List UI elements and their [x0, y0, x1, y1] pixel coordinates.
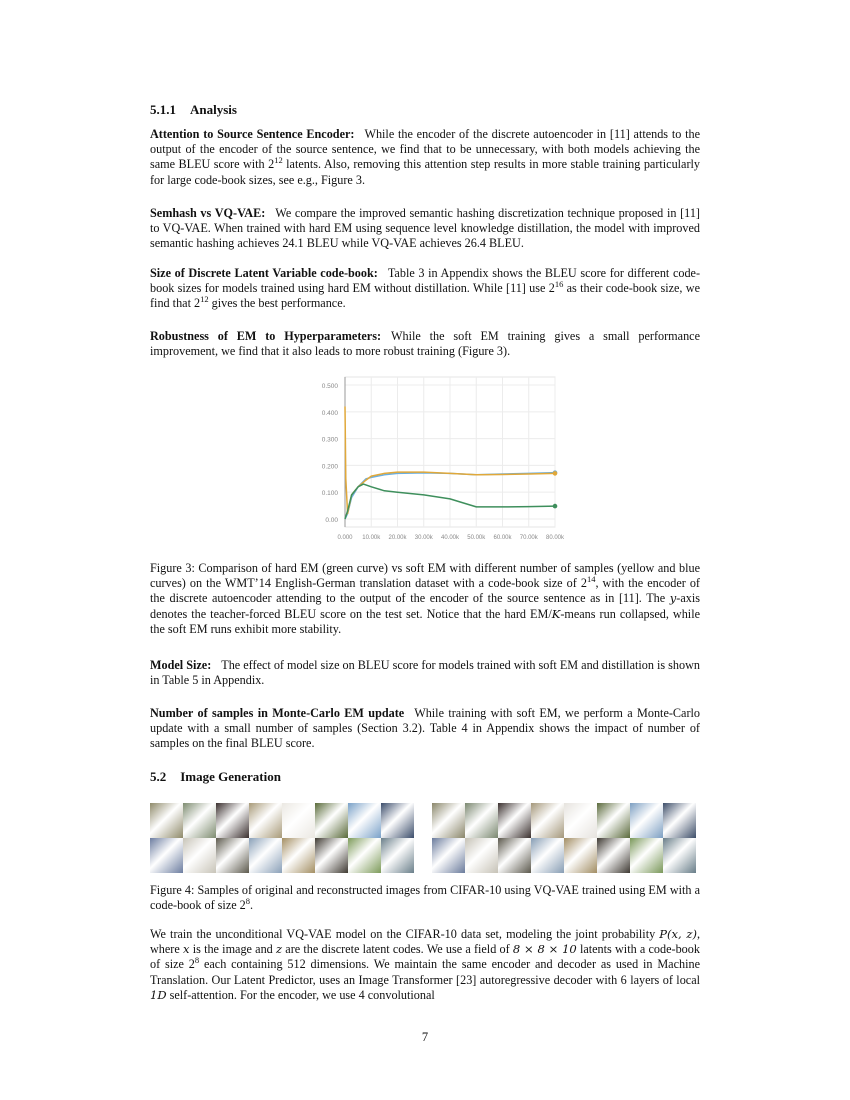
- image-tile: [150, 803, 183, 838]
- image-tile: [249, 838, 282, 873]
- image-tile: [630, 803, 663, 838]
- image-tile: [183, 838, 216, 873]
- image-tile: [498, 838, 531, 873]
- image-tile: [432, 838, 465, 873]
- image-tile: [315, 803, 348, 838]
- y-tick-label: 0.200: [321, 463, 338, 471]
- section-number: 5.2: [150, 769, 167, 784]
- paper-page: [150, 0, 700, 1100]
- x-tick-label: 80.00k: [545, 535, 565, 541]
- paragraph-lead: Attention to Source Sentence Encoder:: [150, 127, 355, 141]
- x-tick-label: 50.00k: [467, 535, 486, 541]
- paragraph-lead: Semhash vs VQ-VAE:: [150, 206, 266, 220]
- image-tile: [531, 838, 564, 873]
- image-tile: [150, 838, 183, 873]
- paragraph-attention: Attention to Source Sentence Encoder: While the encoder of the discrete autoencoder in [11] attends to the output of the encoder of the source sentence, we find that to be unnecessary, with both models achieving the same BLEU score with $2^{12}$ latents. Also, removing this attention step results in more stable training particularly for large code-book sizes, see e.g., Figure 3.: [150, 127, 700, 187]
- image-tile: [183, 803, 216, 838]
- image-tile: [597, 838, 630, 873]
- image-tile: [216, 838, 249, 873]
- image-tile: [531, 803, 564, 838]
- series-endpoint: [553, 471, 558, 476]
- series-endpoint: [553, 504, 558, 509]
- section-heading-5-1-1: [150, 102, 237, 118]
- image-tile: [282, 838, 315, 873]
- image-tile: [282, 803, 315, 838]
- y-tick-label: 0.500: [321, 383, 338, 391]
- page-number: 7: [421, 1030, 429, 1044]
- paragraph-lead: Robustness of EM to Hyperparameters:: [150, 329, 382, 343]
- x-tick-label: 30.00k: [414, 535, 433, 541]
- section-number: 5.1.1: [150, 102, 176, 117]
- paragraph-cifar-training: We train the unconditional VQ-VAE model on the CIFAR-10 data set, modeling the joint probability P(x, z), where x is the image and z are the discrete latent codes. We use a field of 8 × 8 × 10 latents with a code-book of size $2^8$ each containing 512 dimensions. We maintain the same encoder and decoder as used in Machine Translation. Our Latent Predictor, uses an Image Transformer [23] autoregressive decoder with 6 layers of local 1D self-attention. For the encoder, we use 4 convolutional: [150, 927, 700, 1002]
- image-tile: [597, 803, 630, 838]
- section-title: Analysis: [190, 102, 237, 117]
- chart-svg: [290, 372, 565, 547]
- section-title: Image Generation: [180, 769, 281, 784]
- image-tile: [465, 838, 498, 873]
- paragraph-robustness: Robustness of EM to Hyperparameters: While the soft EM training gives a small performance improvement, we find that it also leads to more robust training (Figure 3).: [150, 329, 700, 359]
- paragraph-codebook-size: Size of Discrete Latent Variable code-book: Table 3 in Appendix shows the BLEU score for different code-book sizes for models trained using hard EM without distillation. While [11] use $2^{16}$ as their code-book size, we find that $2^{12}$ gives the best performance.: [150, 266, 701, 311]
- paragraph-lead: Model Size:: [150, 658, 212, 672]
- image-tile: [315, 838, 348, 873]
- x-tick-label: 0.000: [337, 535, 353, 541]
- image-tile: [564, 803, 597, 838]
- image-tile: [465, 803, 498, 838]
- image-tile: [249, 803, 282, 838]
- paragraph-model-size: Model Size: The effect of model size on BLEU score for models trained with soft EM and distillation is shown in Table 5 in Appendix.: [150, 658, 700, 688]
- image-tile: [348, 803, 381, 838]
- x-tick-label: 40.00k: [440, 535, 460, 541]
- x-tick-label: 10.00k: [362, 535, 381, 541]
- y-tick-label: 0.400: [321, 409, 338, 417]
- image-tile: [348, 838, 381, 873]
- figure-4-caption: Figure 4: Samples of original and reconstructed images from CIFAR-10 using VQ-VAE trained using EM with a code-book of size $2^8$.: [150, 883, 700, 913]
- paragraph-semhash: Semhash vs VQ-VAE: We compare the improved semantic hashing discretization technique proposed in [11] to VQ-VAE. When trained with hard EM using sequence level knowledge distillation, the model with improved semantic hashing achieves 24.1 BLEU while VQ-VAE achieves 26.4 BLEU.: [150, 206, 700, 251]
- figure-4-reconstructed-images: [432, 803, 698, 873]
- paragraph-lead: Number of samples in Monte-Carlo EM update: [150, 706, 405, 720]
- image-tile: [381, 803, 414, 838]
- image-tile: [381, 838, 414, 873]
- x-tick-label: 20.00k: [388, 535, 407, 541]
- figure-4-original-images: [150, 803, 416, 873]
- image-tile: [630, 838, 663, 873]
- paragraph-monte-carlo: Number of samples in Monte-Carlo EM update While training with soft EM, we perform a Monte-Carlo update with a small number of samples (Section 3.2). Table 4 in Appendix shows the impact of number of samples on the final BLEU score.: [150, 706, 700, 751]
- paragraph-lead: Size of Discrete Latent Variable code-book:: [150, 266, 378, 280]
- y-tick-label: 0.00: [325, 516, 338, 524]
- figure-3-chart: [290, 372, 565, 547]
- y-tick-label: 0.100: [321, 490, 338, 498]
- image-tile: [663, 803, 696, 838]
- image-tile: [216, 803, 249, 838]
- y-tick-label: 0.300: [321, 436, 338, 444]
- figure-3-caption: Figure 3: Comparison of hard EM (green curve) vs soft EM with different number of samples (yellow and blue curves) on the WMT’14 English-German translation dataset with a code-book size of $2^{14}$, with the encoder of the discrete autoencoder attending to the output of the encoder of the source sentence as in [11]. The y-axis denotes the teacher-forced BLEU score on the test set. Notice that the hard EM/K-means run collapsed, while the soft EM runs exhibit more stability.: [150, 561, 700, 636]
- image-tile: [498, 803, 531, 838]
- image-tile: [564, 838, 597, 873]
- x-tick-label: 60.00k: [493, 535, 512, 541]
- image-tile: [663, 838, 696, 873]
- x-tick-label: 70.00k: [519, 535, 538, 541]
- image-tile: [432, 803, 465, 838]
- section-heading-5-2: [150, 769, 281, 785]
